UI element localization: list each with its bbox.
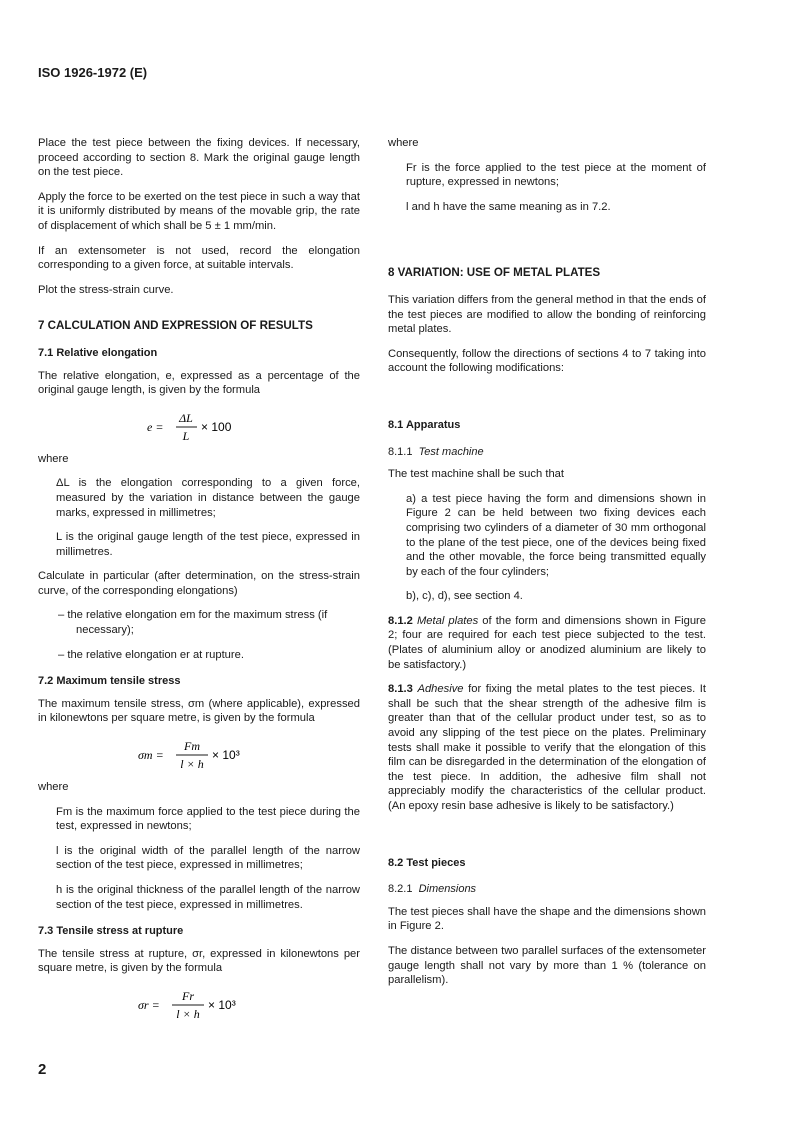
paragraph: The relative elongation, e, expressed as a percentage of the original gauge length, is given by the formula	[38, 369, 360, 397]
paragraph: The maximum tensile stress, σm (where applicable), expressed in kilonewtons per square metre, is given by the formula	[38, 697, 360, 725]
clause-text: for fixing the metal plates to the test pieces. It shall be such that the shear strength of the adhesive film is greater than that of the cellular product under test, so as to avoid any slipping of the test piece on the plates. Preliminary tests shall make it possible to verify that the elongation of this film can be disregarded in the determination of the elongation of the test piece. In addition, the adhesive film shall not appreciably modify the characteristics of the cellular product. (An epoxy resin base adhesive is likely to be satisfactory.)	[388, 683, 707, 812]
definition-delta-l: ΔL is the elongation corresponding to a given force, measured by the variation in distance between the gauge marks, expressed in millimetres;	[56, 477, 360, 519]
subsection-heading-8-2: 8.2 Test pieces	[388, 856, 466, 869]
list-item: a) a test piece having the form and dimensions shown in Figure 2 can be held between two fixing devices each comprising two cylinders of a diameter of 30 mm orthogonal to the plane of the test piece, one of the devices being fixed and the other movable, the force being transmitted equally by each of the four cylinders;	[406, 492, 706, 578]
definition-l: L is the original gauge length of the test piece, expressed in millimetres.	[56, 531, 360, 558]
list-item: – the relative elongation em for the maximum stress (if necessary);	[58, 609, 328, 637]
where-label: where	[38, 781, 69, 794]
paragraph: Apply the force to be exerted on the test piece in such a way that it is uniformly distributed by means of the movable grip, the rate of displacement of which shall be 5 ± 1 mm/min.	[38, 190, 360, 232]
list-item: b), c), d), see section 4.	[406, 590, 523, 603]
subsection-heading-7-3: 7.3 Tensile stress at rupture	[38, 925, 184, 938]
paragraph-8-1-3	[388, 682, 706, 813]
clause-number: 8.1.3	[388, 683, 413, 696]
section-heading-8: 8 VARIATION: USE OF METAL PLATES	[388, 266, 601, 280]
paragraph: If an extensometer is not used, record the elongation corresponding to a given force, at suitable intervals.	[38, 244, 360, 272]
formula-denominator: L	[182, 428, 190, 443]
left-column	[38, 136, 360, 1030]
section-heading-7: 7 CALCULATION AND EXPRESSION OF RESULTS	[38, 319, 313, 333]
subsection-heading-8-1-1	[388, 445, 706, 460]
formula-max-tensile-stress	[38, 736, 360, 774]
formula-lhs: e =	[147, 419, 164, 434]
formula-tensile-stress-rupture	[38, 986, 360, 1024]
subsection-number: 8.1.1	[388, 445, 413, 458]
definition-l-width: l is the original width of the parallel length of the narrow section of the test piece, expressed in millimetres;	[56, 844, 360, 872]
where-label: where	[388, 137, 419, 149]
subsection-heading-8-1: 8.1 Apparatus	[388, 418, 461, 431]
clause-number: 8.1.2	[388, 614, 413, 627]
formula-numerator: Fr	[182, 988, 194, 1003]
formula-rhs: × 10³	[212, 748, 240, 763]
paragraph-8-1-2	[388, 614, 706, 672]
formula-numerator: ΔL	[179, 410, 193, 425]
definition-fm: Fm is the maximum force applied to the test piece during the test, expressed in newtons;	[56, 805, 360, 833]
definition-fr: Fr is the force applied to the test piece at the moment of rupture, expressed in newtons;	[406, 161, 706, 189]
subsection-heading-7-1: 7.1 Relative elongation	[38, 346, 158, 359]
formula-rhs: × 100	[201, 419, 232, 434]
definition-l-and-h: l and h have the same meaning as in 7.2.	[406, 200, 611, 213]
subsection-heading-8-2-1	[388, 882, 706, 897]
clause-text: of the form and dimensions shown in Figure 2; four are required for each test piece subjected to the test. (Plates of aluminium alloy or anodized aluminium are likely to be satisfactory.)	[388, 614, 706, 671]
clause-title: Adhesive	[417, 683, 464, 696]
paragraph: The distance between two parallel surfaces of the extensometer gauge length shall not vary by more than 1 % (tolerance on parallelism).	[388, 944, 706, 987]
formula-relative-elongation	[38, 408, 360, 446]
formula-denominator: l × h	[180, 757, 204, 772]
paragraph: The test machine shall be such that	[388, 468, 564, 481]
document-header: ISO 1926-1972 (E)	[38, 65, 148, 80]
formula-lhs: σr =	[138, 997, 160, 1012]
formula-lhs: σm =	[138, 748, 164, 763]
list-item: – the relative elongation er at rupture.	[58, 648, 244, 661]
paragraph: Consequently, follow the directions of sections 4 to 7 taking into account the following modifications:	[388, 347, 706, 375]
right-column	[388, 136, 706, 998]
subsection-heading-7-2: 7.2 Maximum tensile stress	[38, 675, 181, 688]
page-number: 2	[38, 1061, 47, 1078]
paragraph: This variation differs from the general method in that the ends of the test pieces are modified to allow the bonding of reinforcing metal plates.	[388, 293, 706, 336]
formula-denominator: l × h	[176, 1006, 200, 1021]
paragraph: The tensile stress at rupture, σr, expressed in kilonewtons per square metre, is given by the formula	[38, 947, 360, 975]
paragraph: The test pieces shall have the shape and the dimensions shown in Figure 2.	[388, 905, 706, 933]
subsection-number: 8.2.1	[388, 883, 413, 896]
paragraph: Place the test piece between the fixing devices. If necessary, proceed according to section 8. Mark the original gauge length on the test piece.	[38, 137, 360, 179]
subsection-title: Dimensions	[418, 883, 477, 896]
definition-h: h is the original thickness of the parallel length of the narrow section of the test piece, expressed in millimetres.	[56, 884, 360, 911]
where-label: where	[38, 452, 69, 465]
formula-rhs: × 10³	[208, 997, 236, 1012]
formula-numerator: Fm	[184, 739, 200, 754]
subsection-title: Test machine	[418, 445, 484, 458]
paragraph: Plot the stress-strain curve.	[38, 283, 174, 296]
paragraph: Calculate in particular (after determination, on the stress-strain curve, of the corresponding elongations)	[38, 570, 360, 597]
clause-title: Metal plates	[416, 614, 479, 627]
